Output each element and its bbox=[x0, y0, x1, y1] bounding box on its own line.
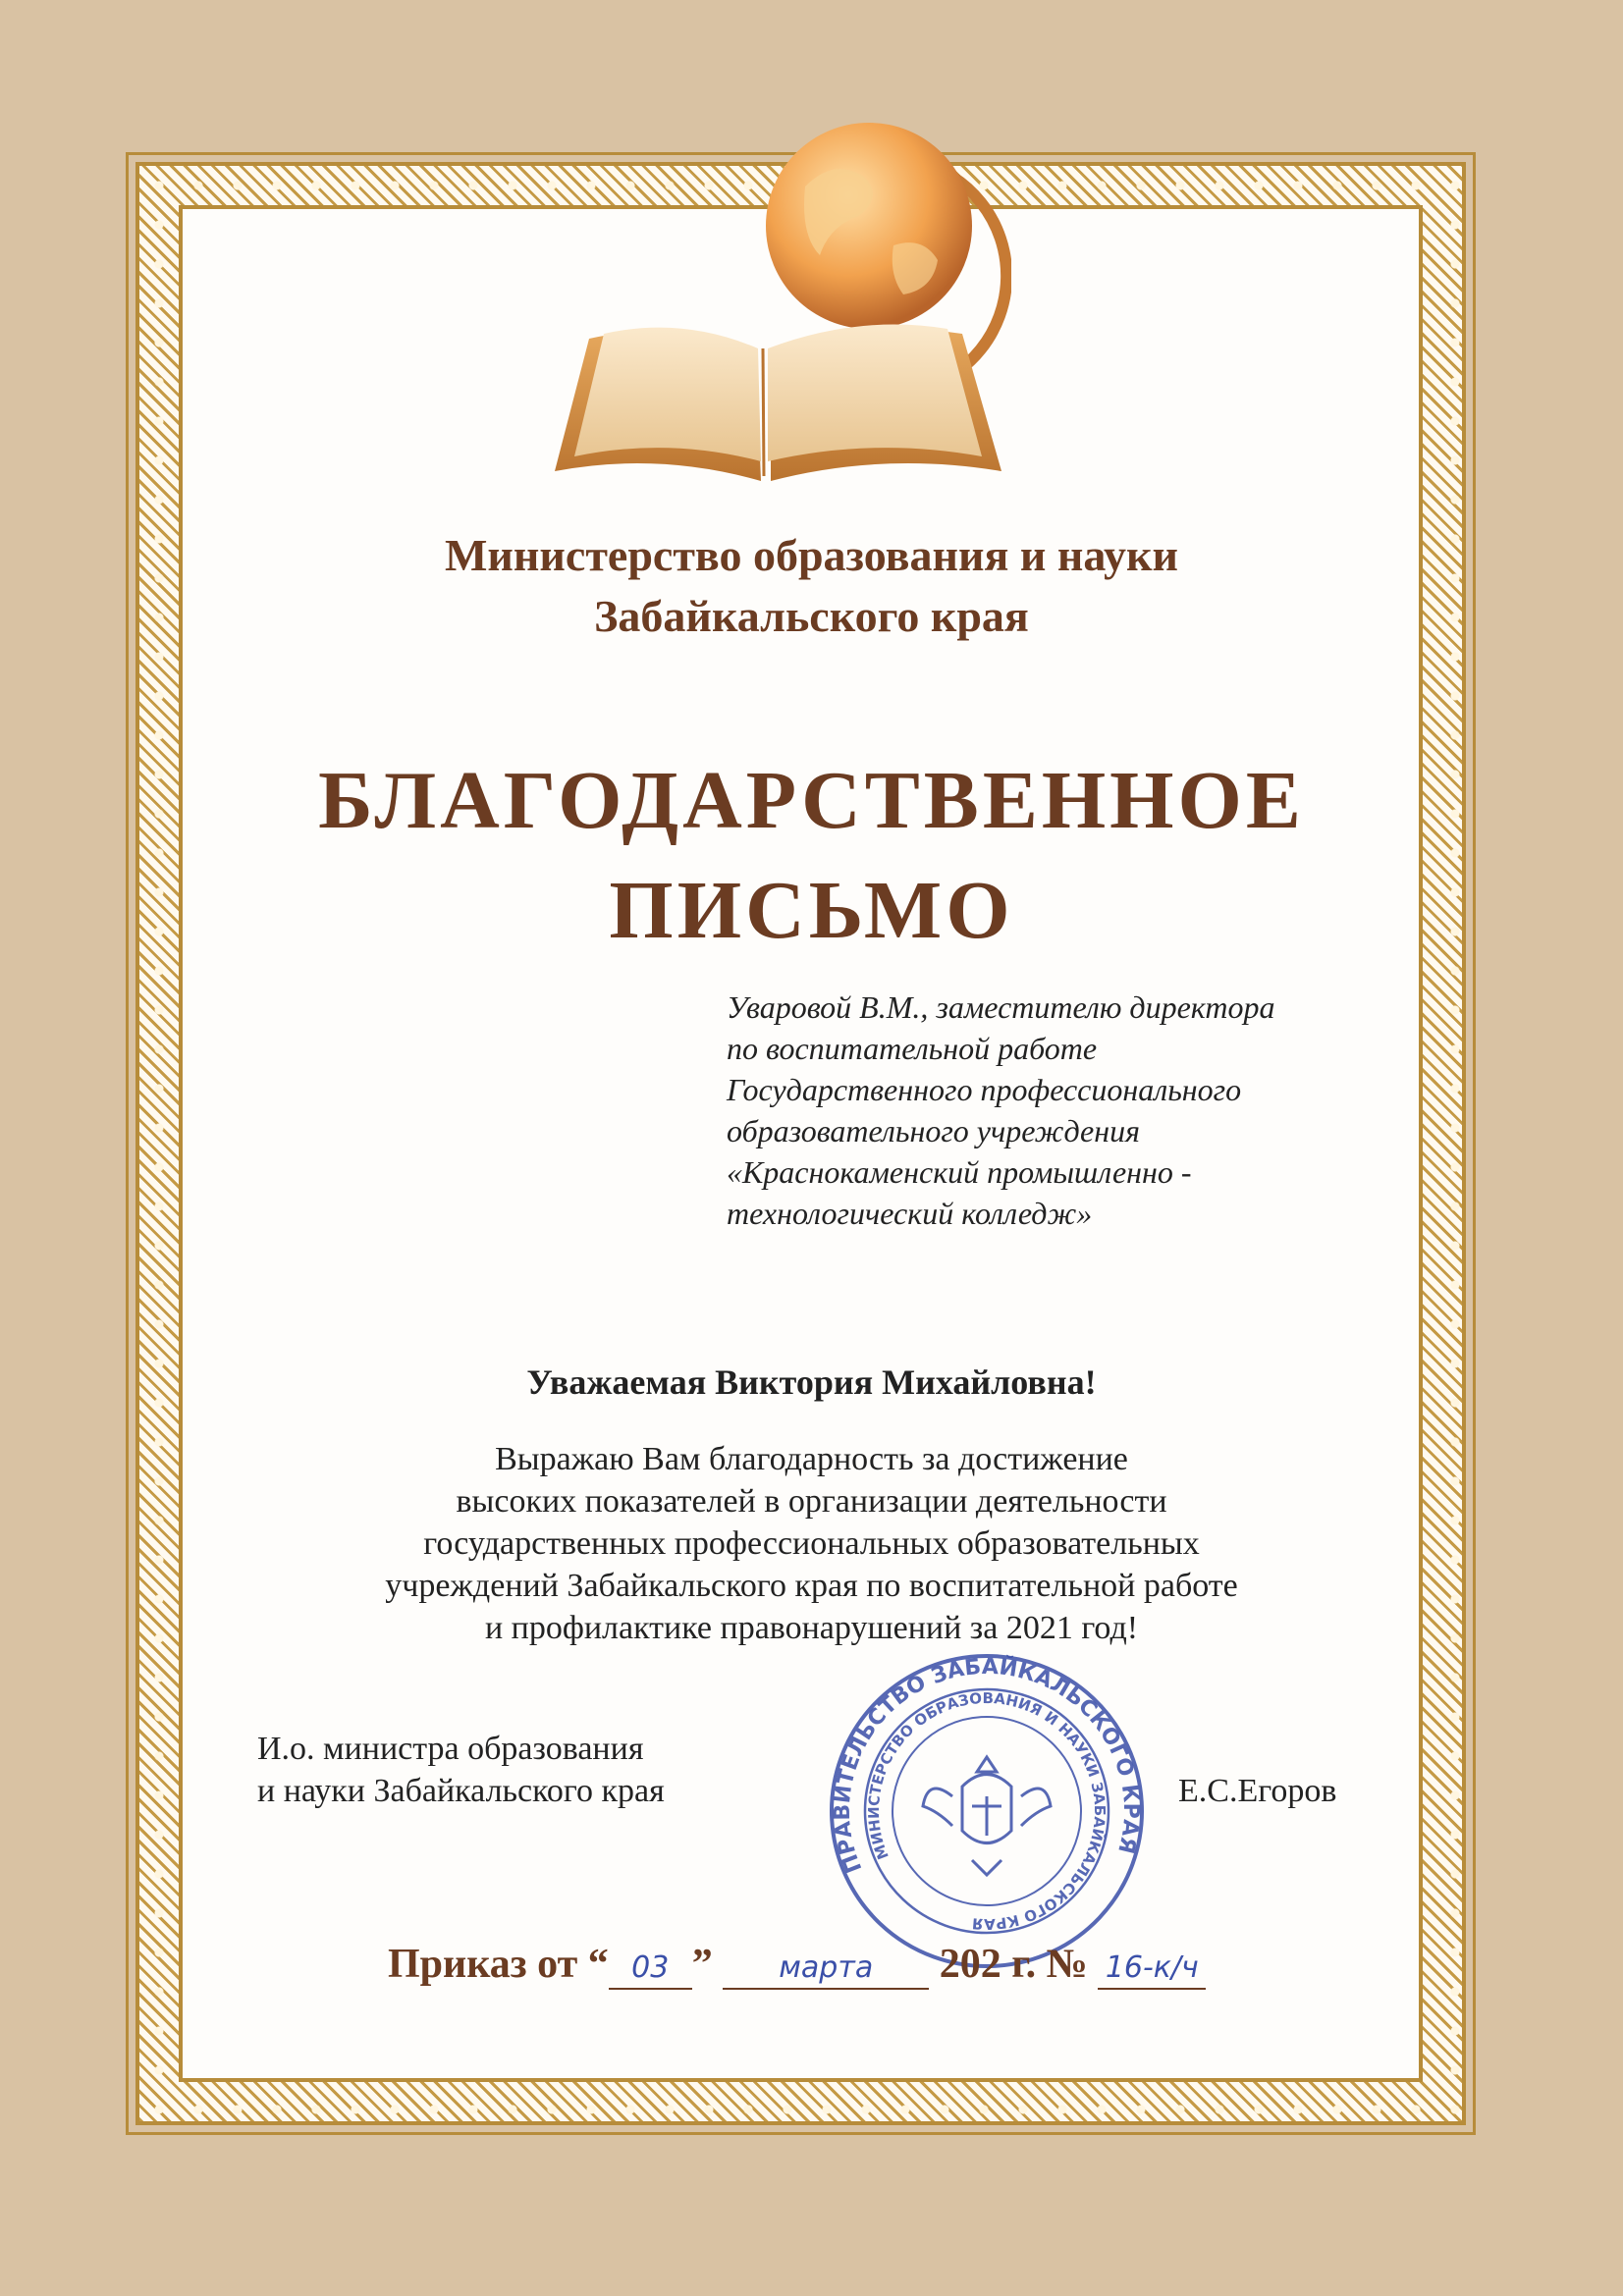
order-number-label: г. № bbox=[1011, 1942, 1088, 1987]
issuer-heading bbox=[295, 525, 1328, 647]
globe-and-book-illustration bbox=[550, 108, 1011, 491]
title-line-2: ПИСЬМО bbox=[609, 865, 1014, 956]
recipient-block bbox=[727, 987, 1394, 1234]
recipient-line: Уваровой В.М., заместителю директора bbox=[727, 989, 1275, 1025]
order-quote: ” bbox=[691, 1942, 713, 1987]
recipient-line: технологический колледж» bbox=[727, 1196, 1093, 1231]
open-book-icon bbox=[555, 325, 1001, 482]
issuer-line-2: Забайкальского края bbox=[594, 591, 1029, 641]
recipient-line: «Краснокаменский промышленно - bbox=[727, 1154, 1192, 1190]
order-year: 202 bbox=[939, 1942, 1001, 1987]
stamp-outer-text: ПРАВИТЕЛЬСТВО ЗАБАЙКАЛЬСКОГО КРАЯ bbox=[830, 1654, 1144, 1877]
recipient-line: Государственного профессионального bbox=[727, 1072, 1242, 1107]
stamp-inner-text: МИНИСТЕРСТВО ОБРАЗОВАНИЯ И НАУКИ ЗАБАЙКАЛЬСКОГО КРАЯ bbox=[864, 1688, 1109, 1934]
order-day: 03 bbox=[609, 1949, 692, 1990]
recipient-line: по воспитательной работе bbox=[727, 1031, 1098, 1066]
body-line: высоких показателей в организации деятельности bbox=[456, 1483, 1167, 1520]
official-stamp bbox=[825, 1649, 1149, 1973]
document-title bbox=[245, 746, 1378, 966]
signatory-role bbox=[257, 1728, 807, 1812]
body-line: и профилактике правонарушений за 2021 год! bbox=[484, 1610, 1139, 1646]
body-line: государственных профессиональных образовательных bbox=[423, 1525, 1200, 1562]
body-line: учреждений Забайкальского края по воспитательной работе bbox=[385, 1568, 1238, 1604]
order-prefix: Приказ от “ bbox=[388, 1942, 609, 1987]
recipient-line: образовательного учреждения bbox=[727, 1113, 1140, 1148]
order-number: 16-к/ч bbox=[1098, 1949, 1206, 1990]
eagle-emblem-icon bbox=[923, 1757, 1051, 1875]
issuer-line-1: Министерство образования и науки bbox=[444, 530, 1179, 580]
signatory-name: Е.С.Егоров bbox=[1178, 1773, 1337, 1809]
letter-body bbox=[245, 1438, 1378, 1649]
signatory-role-line-2: и науки Забайкальского края bbox=[257, 1773, 665, 1809]
greeting: Уважаемая Виктория Михайловна! bbox=[526, 1362, 1097, 1402]
order-month: марта bbox=[723, 1949, 929, 1990]
body-line: Выражаю Вам благодарность за достижение bbox=[495, 1441, 1128, 1477]
order-reference bbox=[388, 1939, 1330, 1990]
title-line-1: БЛАГОДАРСТВЕННОЕ bbox=[318, 755, 1305, 846]
signatory-role-line-1: И.о. министра образования bbox=[257, 1731, 644, 1767]
